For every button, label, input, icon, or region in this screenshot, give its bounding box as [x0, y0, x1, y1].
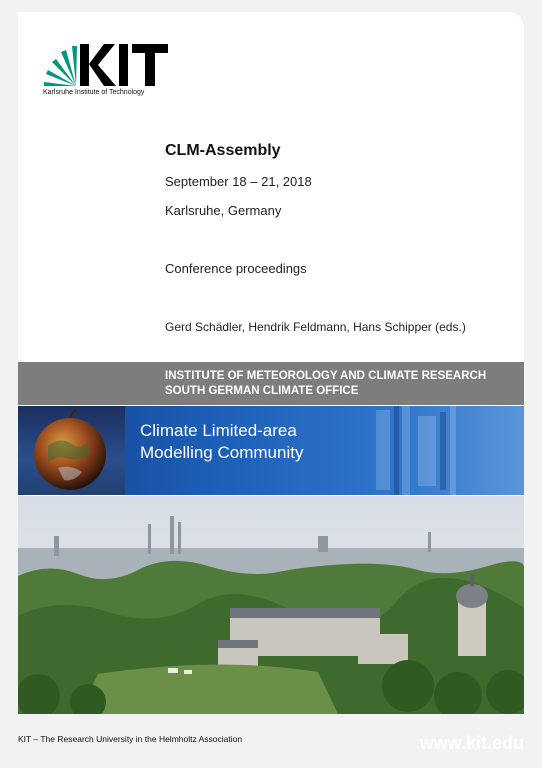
conference-location: Karlsruhe, Germany [165, 203, 282, 218]
cover-page [18, 12, 524, 714]
city-photo-illustration [18, 496, 524, 714]
conference-dates: September 18 – 21, 2018 [165, 174, 312, 189]
kit-logo-icon [42, 42, 172, 88]
globe-panel [18, 406, 125, 495]
karlsruhe-palace-photo [18, 496, 524, 714]
logo-subtitle: Karlsruhe Institute of Technology [43, 89, 145, 96]
banner-line-1: Climate Limited-area [140, 421, 297, 440]
banner-line-2: Modelling Community [140, 443, 304, 462]
footer-website-link[interactable]: www.kit.edu [419, 733, 524, 753]
institute-line-2: SOUTH GERMAN CLIMATE OFFICE [165, 385, 359, 397]
institute-line-1: INSTITUTE OF METEOROLOGY AND CLIMATE RESEARCH [165, 370, 487, 382]
kit-logo [42, 42, 172, 102]
footer-tagline: KIT – The Research University in the Helmholtz Association [18, 734, 243, 744]
banner-stripes-decoration [358, 406, 524, 495]
conference-type: Conference proceedings [165, 261, 307, 276]
globe-apple-icon [18, 406, 125, 495]
clm-banner [18, 406, 524, 495]
title-block [165, 142, 515, 334]
institute-bar [18, 362, 524, 405]
conference-editors: Gerd Schädler, Hendrik Feldmann, Hans Schipper (eds.) [165, 320, 466, 334]
conference-title: CLM-Assembly [165, 142, 281, 159]
banner-text [140, 420, 303, 464]
